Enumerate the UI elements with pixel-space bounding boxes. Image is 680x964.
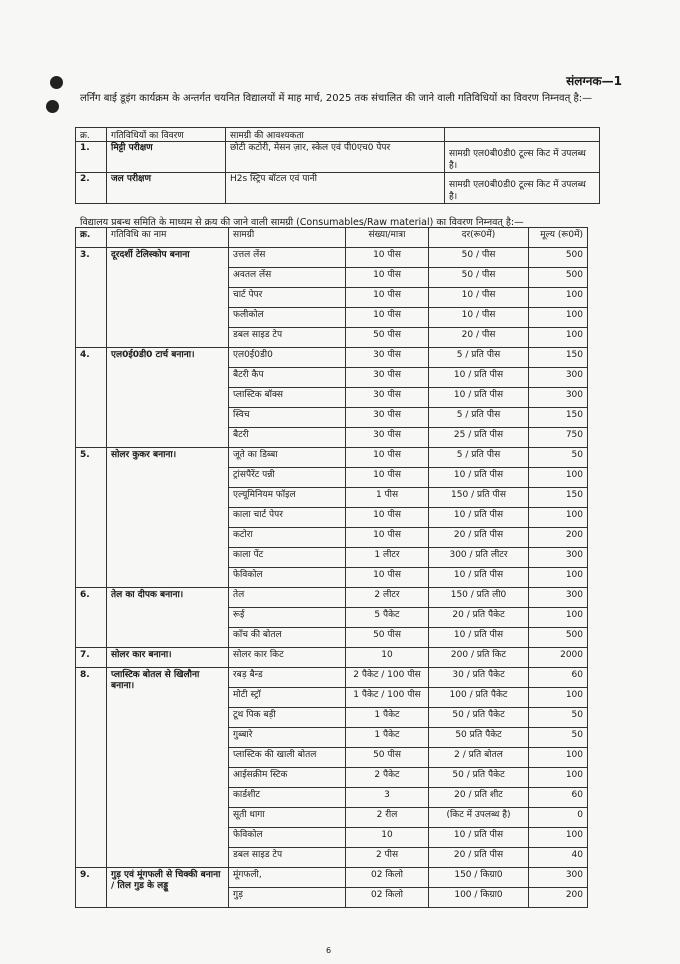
row-quantity: 2 लीटर xyxy=(346,588,429,608)
row-value: 100 xyxy=(529,748,588,768)
row-rate: 5 / प्रति पीस xyxy=(429,348,529,368)
row-rate: 100 / प्रति पैकेट xyxy=(429,688,529,708)
row-value: 100 xyxy=(529,568,588,588)
row-material: डबल साइड टेप xyxy=(229,848,346,868)
activities-table xyxy=(75,127,600,204)
row-quantity: 10 पीस xyxy=(346,568,429,588)
table-row xyxy=(76,588,588,608)
row-quantity: 1 पैकेट xyxy=(346,728,429,748)
row-rate: 20 / प्रति पैकेट xyxy=(429,608,529,628)
row-rate: 100 / किग्रा0 xyxy=(429,888,529,908)
row-note: सामग्री एल0बी0डी0 टूल्स किट में उपलब्ध है। xyxy=(445,173,600,204)
row-quantity: 10 पीस xyxy=(346,268,429,288)
table-row xyxy=(76,348,588,368)
row-value: 100 xyxy=(529,308,588,328)
punch-hole-mark xyxy=(50,76,63,89)
row-material: फेविकोल xyxy=(229,568,346,588)
row-activity: मिट्टी परीक्षण xyxy=(107,142,226,173)
row-rate: 10 / प्रति पीस xyxy=(429,368,529,388)
row-quantity: 10 पीस xyxy=(346,508,429,528)
row-material: छोटी कटोरी, मेसन ज़ार, स्केल एवं पी0एच0 पेपर xyxy=(226,142,445,173)
row-rate: 50 / पीस xyxy=(429,248,529,268)
row-value: 500 xyxy=(529,628,588,648)
row-material: फलीकोल xyxy=(229,308,346,328)
table-row xyxy=(76,868,588,888)
row-rate: 50 / पीस xyxy=(429,268,529,288)
row-rate: 50 प्रति पैकेट xyxy=(429,728,529,748)
row-value: 100 xyxy=(529,608,588,628)
row-value: 100 xyxy=(529,768,588,788)
row-no: 4. xyxy=(76,348,107,448)
row-rate: 150 / प्रति पीस xyxy=(429,488,529,508)
row-material: प्लास्टिक की खाली बोतल xyxy=(229,748,346,768)
row-quantity: 30 पीस xyxy=(346,408,429,428)
row-value: 500 xyxy=(529,268,588,288)
row-quantity: 10 पीस xyxy=(346,308,429,328)
row-no: 8. xyxy=(76,668,107,868)
row-value: 300 xyxy=(529,868,588,888)
table-header-row xyxy=(76,228,588,248)
row-rate: 20 / पीस xyxy=(429,328,529,348)
row-material: टूथ पिक बड़ी xyxy=(229,708,346,728)
row-activity: प्लास्टिक बोतल से खिलौना बनाना। xyxy=(107,668,229,868)
row-material: स्विच xyxy=(229,408,346,428)
row-rate: 10 / प्रति पीस xyxy=(429,468,529,488)
intro-paragraph: लर्निंग बाई डूइंग कार्यक्रम के अन्तर्गत चयनित विद्यालयों में माह मार्च, 2025 तक संचालित की जाने वाली गतिविधियों का विवरण निम्नवत् है:— xyxy=(80,93,593,104)
row-material: काला चार्ट पेपर xyxy=(229,508,346,528)
row-value: 100 xyxy=(529,468,588,488)
row-value: 500 xyxy=(529,248,588,268)
table-row xyxy=(76,142,600,173)
row-value: 40 xyxy=(529,848,588,868)
row-activity: जल परीक्षण xyxy=(107,173,226,204)
header-rate: दर(रू0में) xyxy=(429,228,529,248)
row-material: प्लास्टिक बॉक्स xyxy=(229,388,346,408)
row-quantity: 10 पीस xyxy=(346,248,429,268)
row-no: 7. xyxy=(76,648,107,668)
row-rate: 10 / पीस xyxy=(429,288,529,308)
row-value: 100 xyxy=(529,288,588,308)
row-quantity: 2 पीस xyxy=(346,848,429,868)
row-rate: 20 / प्रति पीस xyxy=(429,528,529,548)
row-activity: सोलर कुकर बनाना। xyxy=(107,448,229,588)
row-material: एल्यूमिनियम फॉइल xyxy=(229,488,346,508)
row-value: 150 xyxy=(529,348,588,368)
row-rate: 10 / प्रति पीस xyxy=(429,508,529,528)
row-rate: 50 / प्रति पैकेट xyxy=(429,768,529,788)
row-quantity: 02 किलो xyxy=(346,868,429,888)
row-rate: 150 / प्रति ली0 xyxy=(429,588,529,608)
row-rate: 5 / प्रति पीस xyxy=(429,448,529,468)
row-rate: 10 / प्रति पीस xyxy=(429,828,529,848)
row-rate: 30 / प्रति पैकेट xyxy=(429,668,529,688)
punch-hole-mark xyxy=(46,100,59,113)
row-material: सूती धागा xyxy=(229,808,346,828)
row-rate: 5 / प्रति पीस xyxy=(429,408,529,428)
row-material: तेल xyxy=(229,588,346,608)
row-value: 100 xyxy=(529,328,588,348)
header-no: क्र. xyxy=(76,128,107,142)
row-quantity: 5 पैकेट xyxy=(346,608,429,628)
row-quantity: 50 पीस xyxy=(346,628,429,648)
header-quantity: संख्या/मात्रा xyxy=(346,228,429,248)
row-value: 150 xyxy=(529,408,588,428)
row-value: 60 xyxy=(529,668,588,688)
row-material: सोलर कार किट xyxy=(229,648,346,668)
row-quantity: 2 रील xyxy=(346,808,429,828)
row-quantity: 30 पीस xyxy=(346,348,429,368)
row-quantity: 1 पीस xyxy=(346,488,429,508)
row-note: सामग्री एल0बी0डी0 टूल्स किट में उपलब्ध है। xyxy=(445,142,600,173)
table-row xyxy=(76,448,588,468)
annex-label: संलग्नक—1 xyxy=(566,74,622,88)
row-quantity: 2 पैकेट / 100 पीस xyxy=(346,668,429,688)
row-material: बैटरी कैप xyxy=(229,368,346,388)
row-no: 1. xyxy=(76,142,107,173)
row-activity: तेल का दीपक बनाना। xyxy=(107,588,229,648)
table-row xyxy=(76,648,588,668)
row-no: 3. xyxy=(76,248,107,348)
header-material: सामग्री की आवश्यकता xyxy=(226,128,445,142)
row-rate: 20 / प्रति शीट xyxy=(429,788,529,808)
row-material: मोटी स्ट्रॉ xyxy=(229,688,346,708)
row-activity: सोलर कार बनाना। xyxy=(107,648,229,668)
row-rate: 10 / पीस xyxy=(429,308,529,328)
table-header-row xyxy=(76,128,600,142)
row-material: बैटरी xyxy=(229,428,346,448)
materials-table-body xyxy=(76,248,588,908)
row-no: 9. xyxy=(76,868,107,908)
row-rate: 50 / प्रति पैकेट xyxy=(429,708,529,728)
row-quantity: 2 पैकेट xyxy=(346,768,429,788)
row-quantity: 10 xyxy=(346,828,429,848)
row-quantity: 30 पीस xyxy=(346,368,429,388)
row-material: उत्तल लेंस xyxy=(229,248,346,268)
row-no: 6. xyxy=(76,588,107,648)
row-value: 60 xyxy=(529,788,588,808)
header-activity: गतिविधि का नाम xyxy=(107,228,229,248)
row-quantity: 3 xyxy=(346,788,429,808)
row-value: 100 xyxy=(529,828,588,848)
row-quantity: 1 लीटर xyxy=(346,548,429,568)
row-value: 100 xyxy=(529,508,588,528)
row-no: 5. xyxy=(76,448,107,588)
row-material: कार्डशीट xyxy=(229,788,346,808)
row-material: गुड़ xyxy=(229,888,346,908)
row-value: 150 xyxy=(529,488,588,508)
row-value: 300 xyxy=(529,548,588,568)
row-value: 50 xyxy=(529,448,588,468)
row-value: 50 xyxy=(529,728,588,748)
row-rate: 150 / किग्रा0 xyxy=(429,868,529,888)
row-value: 200 xyxy=(529,528,588,548)
row-rate: 20 / प्रति पीस xyxy=(429,848,529,868)
row-rate: 10 / प्रति पीस xyxy=(429,568,529,588)
row-material: कटोरा xyxy=(229,528,346,548)
header-value: मूल्य (रू0में) xyxy=(529,228,588,248)
row-value: 300 xyxy=(529,368,588,388)
row-quantity: 1 पैकेट xyxy=(346,708,429,728)
row-rate: 2 / प्रति बोतल xyxy=(429,748,529,768)
row-quantity: 10 xyxy=(346,648,429,668)
row-rate: 10 / प्रति पीस xyxy=(429,388,529,408)
materials-table xyxy=(75,227,588,908)
row-rate: 25 / प्रति पीस xyxy=(429,428,529,448)
row-quantity: 50 पीस xyxy=(346,328,429,348)
row-value: 0 xyxy=(529,808,588,828)
row-quantity: 30 पीस xyxy=(346,388,429,408)
row-material: काला पेंट xyxy=(229,548,346,568)
header-material: सामग्री xyxy=(229,228,346,248)
row-quantity: 02 किलो xyxy=(346,888,429,908)
row-quantity: 10 पीस xyxy=(346,288,429,308)
row-material: काँच की बोतल xyxy=(229,628,346,648)
row-activity: एल0ई0डी0 टार्च बनाना। xyxy=(107,348,229,448)
table-row xyxy=(76,173,600,204)
row-value: 300 xyxy=(529,388,588,408)
table-row xyxy=(76,668,588,688)
row-rate: 300 / प्रति लीटर xyxy=(429,548,529,568)
row-material: अवतल लेंस xyxy=(229,268,346,288)
row-no: 2. xyxy=(76,173,107,204)
row-value: 300 xyxy=(529,588,588,608)
row-rate: 200 / प्रति किट xyxy=(429,648,529,668)
row-quantity: 30 पीस xyxy=(346,428,429,448)
row-material: ट्रांसपैरेंट पन्नी xyxy=(229,468,346,488)
row-material: चार्ट पेपर xyxy=(229,288,346,308)
row-quantity: 1 पैकेट / 100 पीस xyxy=(346,688,429,708)
row-value: 2000 xyxy=(529,648,588,668)
row-rate: 10 / प्रति पीस xyxy=(429,628,529,648)
section-2-title: विद्यालय प्रबन्ध समिति के माध्यम से क्रय की जाने वाली सामग्री (Consumables/Raw material) का विवरण निम्नवत् है:— xyxy=(80,217,524,228)
page-number: 6 xyxy=(326,946,332,955)
row-rate: (किट में उपलब्ध है) xyxy=(429,808,529,828)
row-material: डबल साइड टेप xyxy=(229,328,346,348)
row-value: 100 xyxy=(529,688,588,708)
row-material: गुब्बारे xyxy=(229,728,346,748)
header-no: क्र. xyxy=(76,228,107,248)
row-material: आईसक्रीम स्टिक xyxy=(229,768,346,788)
row-activity: गुड़ एवं मूंगफली से चिक्की बनाना / तिल गुड के लड्डू xyxy=(107,868,229,908)
row-quantity: 10 पीस xyxy=(346,528,429,548)
row-quantity: 10 पीस xyxy=(346,448,429,468)
header-activity: गतिविधियों का विवरण xyxy=(107,128,226,142)
row-material: जूते का डिब्बा xyxy=(229,448,346,468)
row-activity: दूरदर्शी टेलिस्कोप बनाना xyxy=(107,248,229,348)
header-note xyxy=(445,128,600,142)
row-value: 50 xyxy=(529,708,588,728)
row-value: 200 xyxy=(529,888,588,908)
row-value: 750 xyxy=(529,428,588,448)
row-material: मूंगफली, xyxy=(229,868,346,888)
row-quantity: 50 पीस xyxy=(346,748,429,768)
row-material: एल0ई0डी0 xyxy=(229,348,346,368)
table-row xyxy=(76,248,588,268)
row-material: रबड़ बैन्ड xyxy=(229,668,346,688)
row-quantity: 10 पीस xyxy=(346,468,429,488)
row-material: फेविकोल xyxy=(229,828,346,848)
row-material: रूई xyxy=(229,608,346,628)
row-material: H2s स्ट्रिप बॉटल एवं पानी xyxy=(226,173,445,204)
